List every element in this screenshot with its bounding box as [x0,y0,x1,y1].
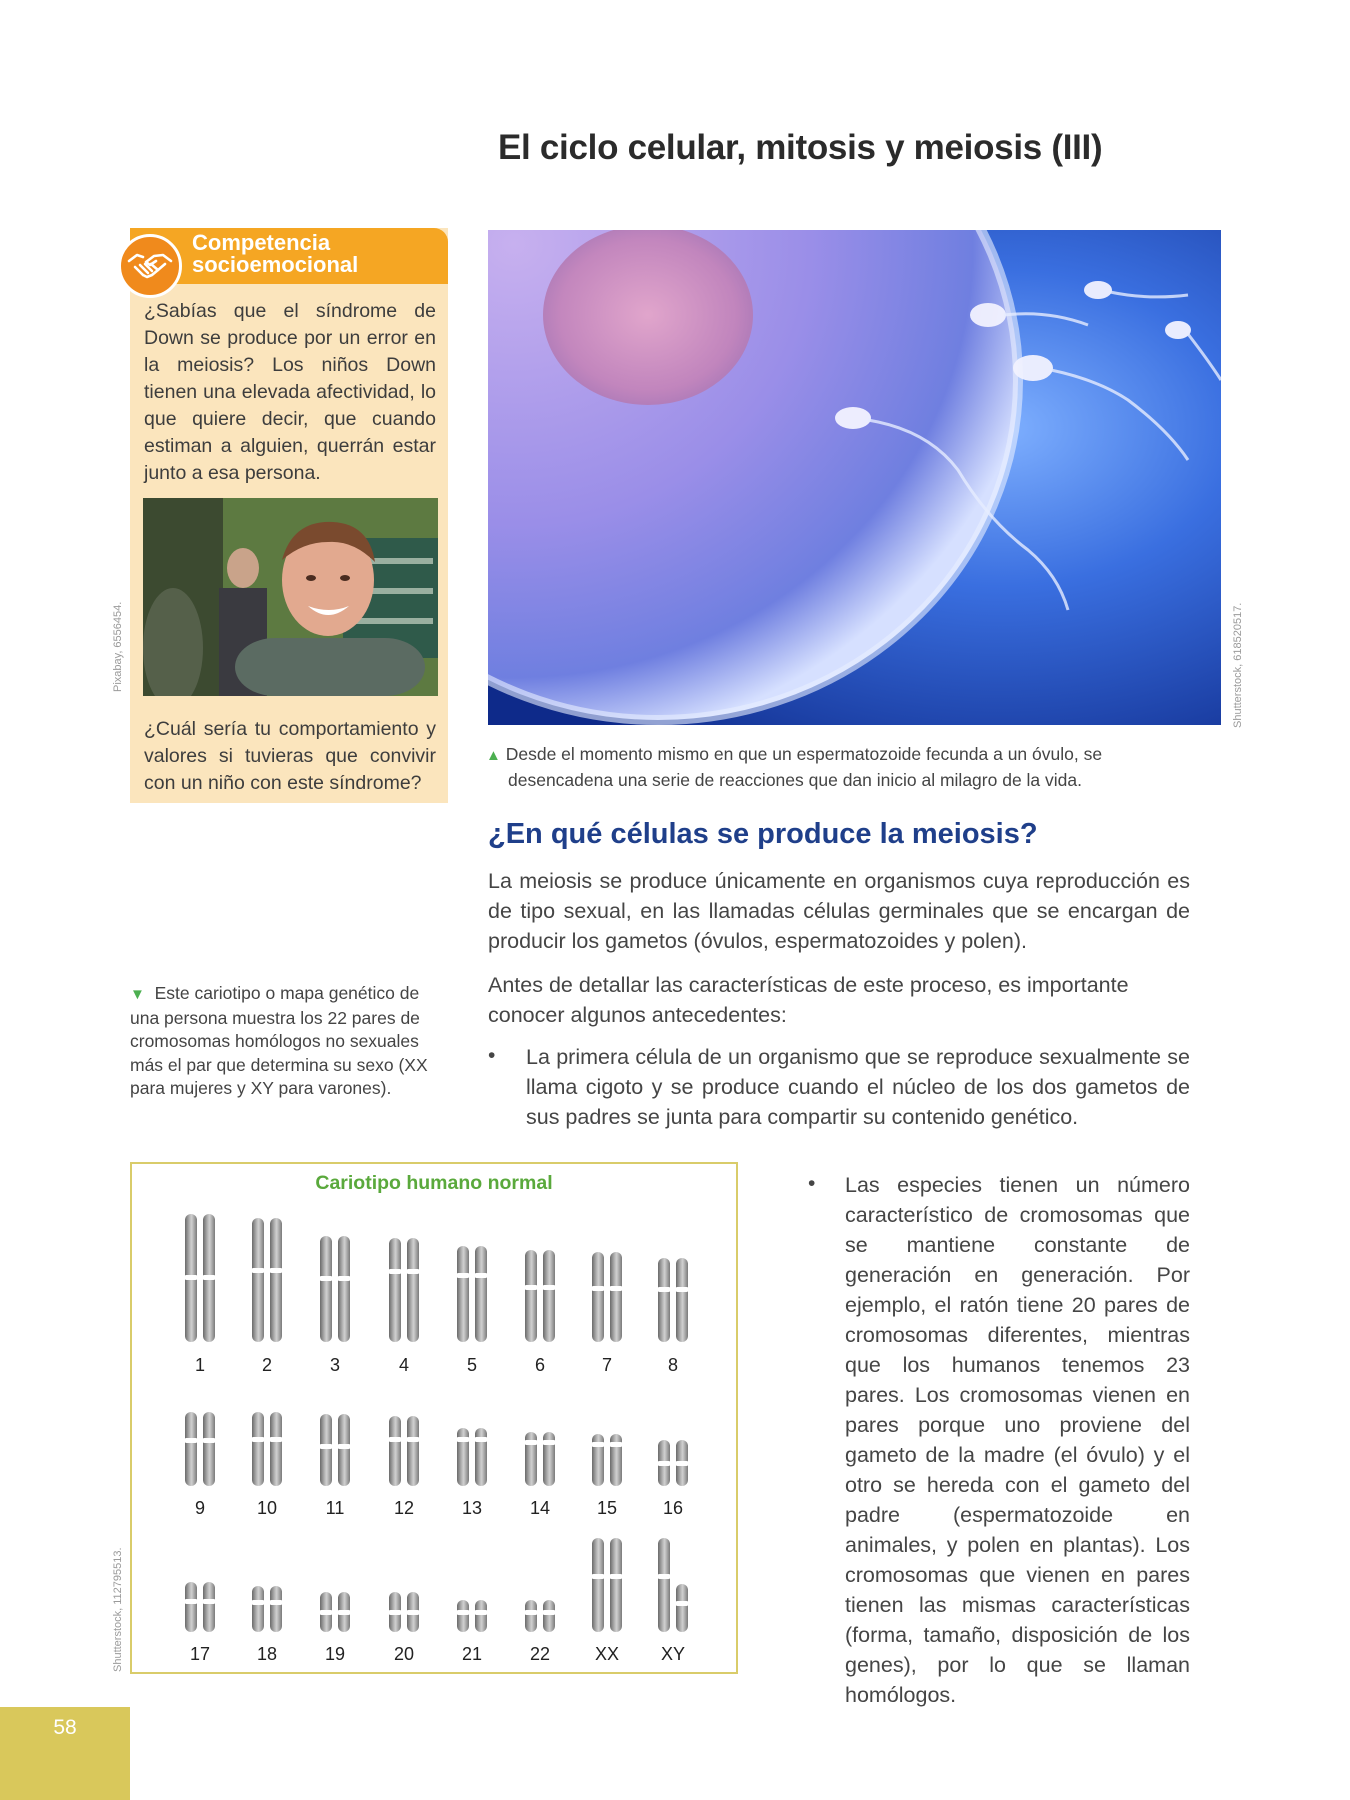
centromere [202,1275,216,1280]
chromosome [525,1432,537,1486]
competencia-title-line2: socioemocional [192,252,359,277]
competencia-title [192,232,442,276]
centromere [524,1610,538,1615]
fertilization-caption-text1: Desde el momento mismo en que un espermatozoide fecunda a un óvulo, se [505,744,1103,764]
chromosome-label: 14 [529,1498,551,1518]
chromosome [320,1236,332,1342]
centromere [251,1600,265,1605]
chromosome-label: 16 [662,1498,684,1518]
bullet-2-text: Las especies tienen un número característico de cromosomas que se mantiene constante de generación en generación. Por ejemplo, el ratón tiene 20 pares de cromosomas diferentes, mientras que los humanos tenemos 23 pares. Los cromosomas vienen en pares porque uno proviene del gameto de la madre (el óvulo) y el otro se hereda con el gameto del padre (espermatozoide en animales, y polen en plantas). Los cromosomas que vienen en pares tienen las mismas características (forma, tamaño, disposición de los genes), por lo que se llaman homólogos. [845,1173,1190,1707]
chromosome-pair-xy [658,1538,688,1632]
chromosome [475,1600,487,1632]
karyotype-caption-text: Este cariotipo o mapa genético de una persona muestra los 22 pares de cromosomas homólogos no sexuales más el par que determina su sexo (XX para mujeres y XY para varones). [130,983,428,1098]
chromosome [338,1236,350,1342]
chromosome-pair-19 [320,1592,350,1632]
centromere [675,1601,689,1606]
centromere [184,1275,198,1280]
chromosome [185,1412,197,1486]
chromosome-pair-20 [389,1592,419,1632]
karyotype-caption [130,982,452,1101]
centromere [269,1600,283,1605]
chromosome [203,1582,215,1632]
centromere [456,1273,470,1278]
karyotype-figure [130,1162,738,1674]
chromosome [543,1432,555,1486]
chromosome [525,1250,537,1342]
chromosome-pair-11 [320,1414,350,1486]
chromosome-pair-4 [389,1238,419,1342]
centromere [388,1437,402,1442]
competencia-title-line1: Competencia [192,230,331,255]
centromere [406,1437,420,1442]
centromere [202,1599,216,1604]
centromere [251,1268,265,1273]
competencia-text: ¿Sabías que el síndrome de Down se produce por un error en la meiosis? Los niños Down tienen una elevada afectividad, lo que quiere decir, que cuando estiman a alguien, querrán estar junto a esa persona. [144,300,436,484]
chromosome [610,1252,622,1342]
chromosome [338,1592,350,1632]
centromere [675,1461,689,1466]
chromosome [185,1214,197,1342]
chromosome-label: 15 [596,1498,618,1518]
chromosome [407,1592,419,1632]
chromosome-label: 5 [466,1355,477,1375]
chromosome-label: 3 [329,1355,340,1375]
chromosome [592,1434,604,1486]
chromosome-label: 21 [461,1644,483,1664]
chromosome [270,1218,282,1342]
centromere [591,1574,605,1579]
chromosome [407,1416,419,1486]
chromosome-pair-10 [252,1412,282,1486]
centromere [675,1287,689,1292]
chromosome [389,1238,401,1342]
centromere [657,1574,671,1579]
chromosome [658,1258,670,1342]
chromosome-pair-9 [185,1412,215,1486]
chromosome-pair-15 [592,1434,622,1486]
centromere [388,1269,402,1274]
centromere [542,1610,556,1615]
centromere [609,1574,623,1579]
bullet-1-text: La primera célula de un organismo que se reproduce sexualmente se llama cigoto y se produce cuando el núcleo de los dos gametos de sus padres se junta para compartir su contenido genético. [526,1045,1190,1129]
centromere [184,1438,198,1443]
chromosome-pair-18 [252,1586,282,1632]
chromosome [610,1434,622,1486]
chromosome-label: 19 [324,1644,346,1664]
chromosome-label: 9 [194,1498,205,1518]
chromosome-pair-17 [185,1582,215,1632]
chromosome-pair-21 [457,1600,487,1632]
chromosome-pair-xx [592,1538,622,1632]
chromosome [543,1250,555,1342]
bullet-1-dot: • [488,1044,496,1067]
image-credit-shutterstock: Shutterstock, 618520517. [1232,602,1244,728]
chromosome [457,1600,469,1632]
chromosome-label: 4 [398,1355,409,1375]
chromosome [203,1412,215,1486]
centromere [184,1599,198,1604]
centromere [524,1285,538,1290]
chromosome [543,1600,555,1632]
centromere [591,1286,605,1291]
chromosome-pair-8 [658,1258,688,1342]
chromosome-pair-1 [185,1214,215,1342]
chromosome [658,1538,670,1632]
chromosome [676,1440,688,1486]
chromosome [610,1538,622,1632]
chromosome-label: 13 [461,1498,483,1518]
chromosome [407,1238,419,1342]
centromere [202,1438,216,1443]
centromere [456,1610,470,1615]
chromosome [270,1412,282,1486]
chromosome-pair-14 [525,1432,555,1486]
paragraph-2: Antes de detallar las características de este proceso, es importante conocer algunos antecedentes: [488,973,1129,1027]
centromere [319,1276,333,1281]
chromosome-label: 6 [534,1355,545,1375]
centromere [406,1269,420,1274]
chromosome-label: 12 [393,1498,415,1518]
centromere [319,1444,333,1449]
centromere [474,1273,488,1278]
chromosome [252,1412,264,1486]
centromere [609,1286,623,1291]
chromosome-pair-7 [592,1252,622,1342]
centromere [337,1276,351,1281]
chromosome [525,1600,537,1632]
fertilization-caption-line1 [486,742,1206,768]
fertilization-image [488,230,1221,725]
photo-credit-pixabay: Pixabay, 6556454. [112,601,124,692]
centromere [337,1444,351,1449]
centromere [657,1461,671,1466]
chromosome [185,1582,197,1632]
chromosome-label: 10 [256,1498,278,1518]
boy-photo [143,498,438,696]
caption-triangle-icon: ▲ [486,747,501,764]
bullet-2-dot: • [808,1172,816,1195]
chromosome [338,1414,350,1486]
fertilization-caption [486,742,1206,792]
section-heading: ¿En qué células se produce la meiosis? [488,818,1038,850]
centromere [456,1437,470,1442]
chromosome-pair-13 [457,1428,487,1486]
centromere [542,1285,556,1290]
chromosome-pair-5 [457,1246,487,1342]
chromosome [389,1592,401,1632]
centromere [474,1437,488,1442]
chromosome-label: 11 [325,1498,345,1518]
chromosome-label: 20 [393,1644,415,1664]
chromosome [676,1258,688,1342]
paragraph-1: La meiosis se produce únicamente en organismos cuya reproducción es de tipo sexual, en las llamadas células germinales que se encargan de producir los gametos (óvulos, espermatozoides y polen). [488,869,1190,953]
chromosome-label: 17 [189,1644,211,1664]
chromosome [475,1428,487,1486]
chromosome [270,1586,282,1632]
centromere [657,1287,671,1292]
centromere [542,1440,556,1445]
centromere [474,1610,488,1615]
chromosome-pair-3 [320,1236,350,1342]
chromosome-pair-12 [389,1416,419,1486]
centromere [406,1610,420,1615]
centromere [269,1268,283,1273]
competencia-question: ¿Cuál sería tu comportamiento y valores si tuvieras que convivir con un niño con este síndrome? [144,718,436,794]
centromere [524,1440,538,1445]
chromosome-label: 7 [601,1355,612,1375]
chromosome-label: 8 [667,1355,678,1375]
chromosome-pair-22 [525,1600,555,1632]
centromere [591,1442,605,1447]
chromosome-pair-16 [658,1440,688,1486]
handshake-icon [118,234,182,298]
chromosome-pair-2 [252,1218,282,1342]
page-number: 58 [53,1716,77,1739]
chromosome-label: XX [594,1644,619,1664]
centromere [269,1437,283,1442]
centromere [251,1437,265,1442]
page-title: El ciclo celular, mitosis y meiosis (III) [498,128,1103,167]
chromosome-pair-6 [525,1250,555,1342]
chromosome [252,1586,264,1632]
chromosome [475,1246,487,1342]
chromosome-label: 1 [194,1355,205,1375]
chromosome-label: 18 [256,1644,278,1664]
karyotype-title: Cariotipo humano normal [315,1172,553,1194]
chromosome [389,1416,401,1486]
centromere [319,1610,333,1615]
chromosome [320,1592,332,1632]
chromosome [592,1538,604,1632]
chromosome [676,1584,688,1632]
centromere [337,1610,351,1615]
chromosome [252,1218,264,1342]
chromosome [658,1440,670,1486]
chromosome [320,1414,332,1486]
fertilization-caption-line2: desencadena una serie de reacciones que dan inicio al milagro de la vida. [508,770,1082,790]
chromosome [592,1252,604,1342]
chromosome-label: 22 [529,1644,551,1664]
chromosome-label: XY [660,1644,685,1664]
chromosome [203,1214,215,1342]
centromere [388,1610,402,1615]
centromere [609,1442,623,1447]
chromosome [457,1428,469,1486]
karyotype-credit: Shutterstock, 112795513. [112,1547,124,1672]
chromosome [457,1246,469,1342]
chromosome-label: 2 [261,1355,272,1375]
caption-triangle-down-icon: ▼ [130,986,145,1003]
